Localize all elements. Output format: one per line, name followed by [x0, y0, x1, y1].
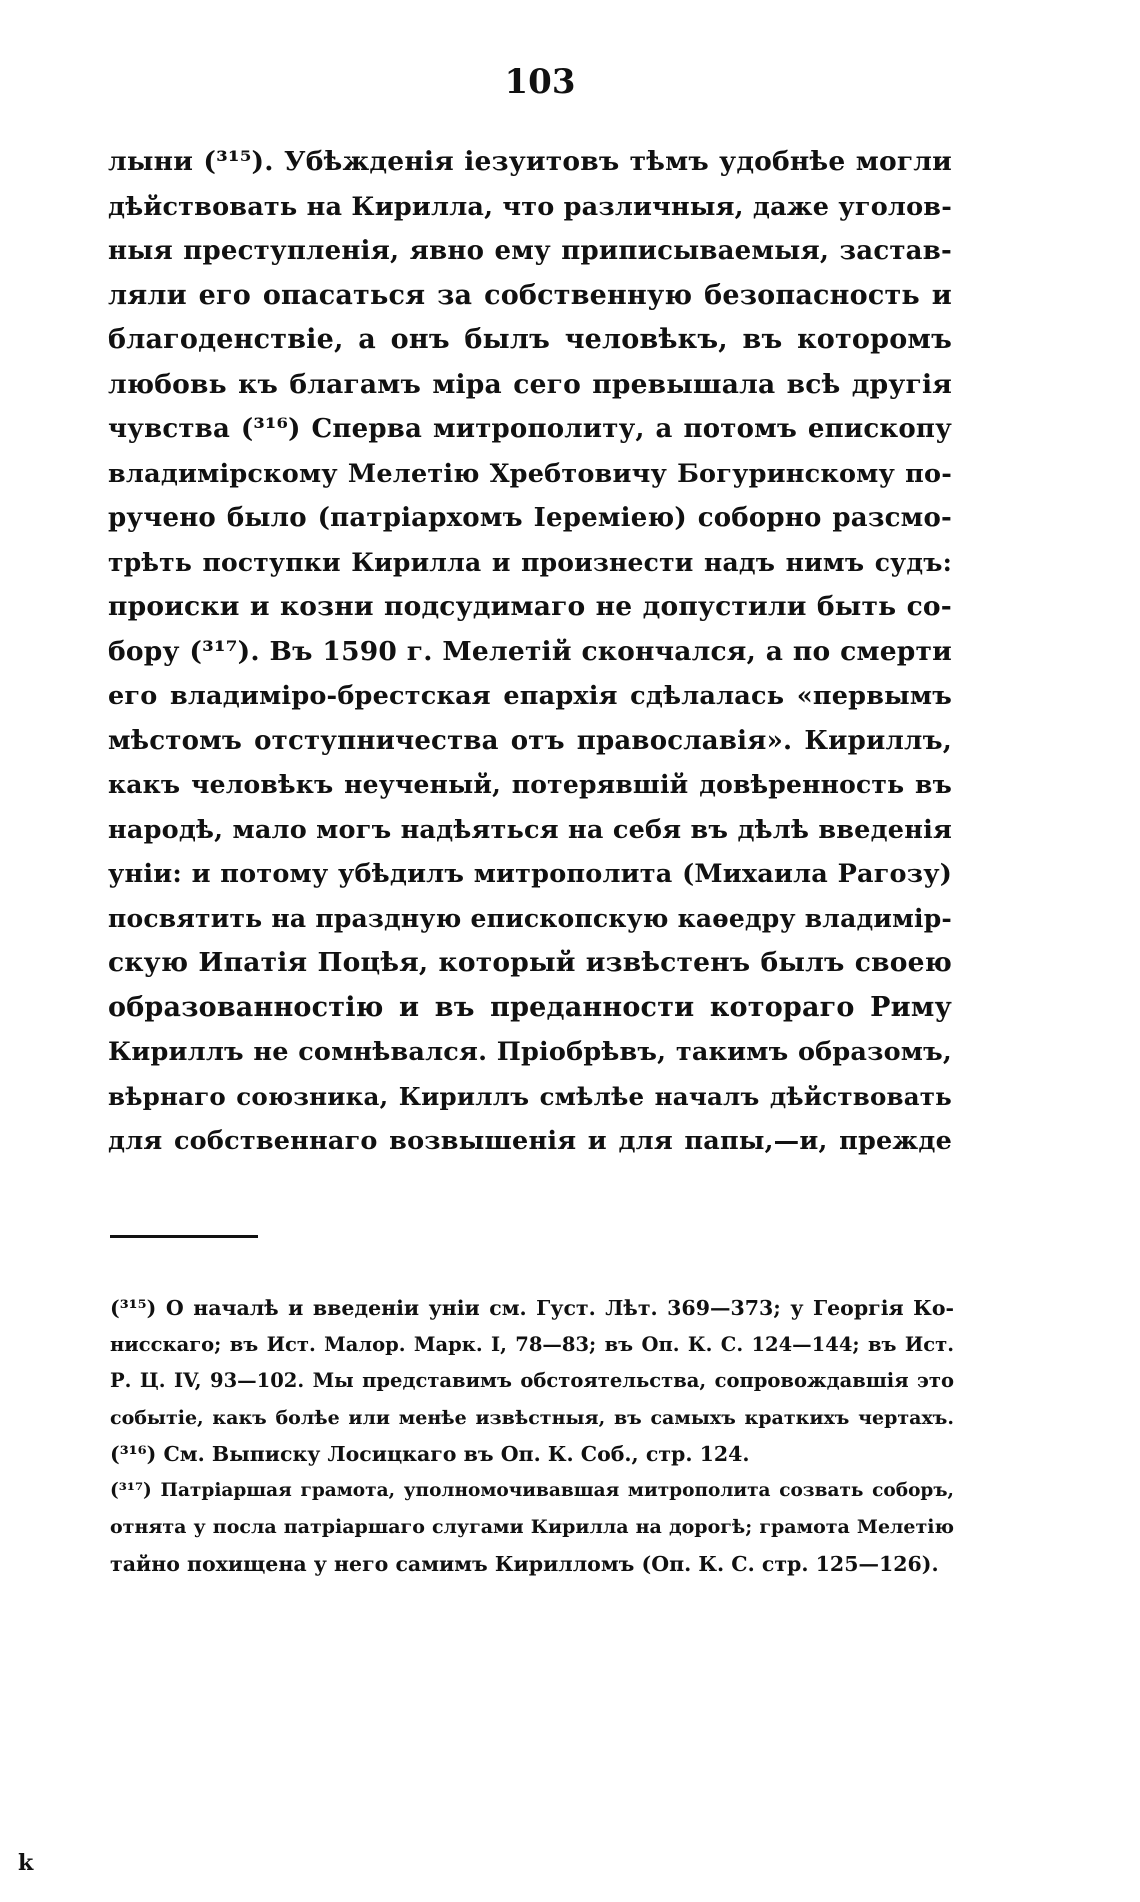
footnote-line: (³¹⁶) См. Выписку Лосицкаго въ Оп. К. Соб., стр. 124. — [110, 1442, 750, 1466]
body-line: бору (³¹⁷). Въ 1590 г. Мелетій скончался, а по смерти — [108, 635, 952, 667]
footnotes — [110, 1290, 954, 1582]
body-line: какъ человѣкъ неученый, потерявшій довѣренность въ — [108, 770, 952, 799]
body-line: ручено было (патріархомъ Іереміею) соборно разсмо- — [108, 503, 952, 533]
body-line: для собственнаго возвышенія и для папы,—и, прежде — [108, 1126, 952, 1156]
body-line: народѣ, мало могъ надѣяться на себя въ дѣлѣ введенія — [108, 814, 952, 845]
body-line: уніи: и потому убѣдилъ митрополита (Михаила Рагозу) — [108, 859, 952, 889]
body-line: лыни (³¹⁵). Убѣжденія іезуитовъ тѣмъ удобнѣе могли — [108, 146, 952, 177]
footnote-line: (³¹⁵) О началѣ и введеніи уніи см. Густ. Лѣт. 369—373; у Георгія Ко- — [110, 1296, 954, 1320]
footnote-line: (³¹⁷) Патріаршая грамота, уполномочивавшая митрополита созвать соборъ, — [110, 1479, 954, 1501]
footnote-line: Р. Ц. IV, 93—102. Мы представимъ обстоятельства, сопровождавшія это — [110, 1369, 954, 1392]
corner-mark: k — [18, 1850, 34, 1876]
body-line: вѣрнаго союзника, Кириллъ смѣлѣе началъ дѣйствовать — [108, 1081, 952, 1111]
body-line: трѣть поступки Кирилла и произнести надъ нимъ судъ: — [108, 547, 952, 577]
body-line: владимірскому Мелетію Хребтовичу Богуринскому по- — [108, 458, 952, 489]
footnote-separator — [110, 1235, 258, 1238]
body-line: благоденствіе, а онъ былъ человѣкъ, въ которомъ — [108, 324, 952, 355]
body-line: его владиміро-брестская епархія сдѣлалась «первымъ — [108, 681, 952, 711]
body-line: чувства (³¹⁶) Сперва митрополиту, а потомъ епископу — [108, 414, 952, 444]
footnote-line: тайно похищена у него самимъ Кирилломъ (Оп. К. С. стр. 125—126). — [110, 1551, 939, 1576]
footnote-line: нисскаго; въ Ист. Малор. Марк. I, 78—83; въ Оп. К. С. 124—144; въ Ист. — [110, 1332, 954, 1356]
body-line: образованностію и въ преданности котораго Риму — [108, 991, 952, 1023]
body-line: скую Ипатія Поцѣя, который извѣстенъ былъ своею — [108, 947, 952, 978]
body-text — [108, 140, 952, 1164]
footnote-line: событіе, какъ болѣе или менѣе извѣстныя, въ самыхъ краткихъ чертахъ. — [110, 1406, 954, 1429]
body-line: Кириллъ не сомнѣвался. Пріобрѣвъ, такимъ образомъ, — [108, 1037, 952, 1067]
body-line: ляли его опасаться за собственную безопасность и — [108, 279, 952, 311]
page-number: 103 — [504, 62, 576, 102]
body-line: происки и козни подсудимаго не допустили быть со- — [108, 591, 952, 622]
body-line: ныя преступленія, явно ему приписываемыя, застав- — [108, 236, 952, 266]
footnote-line: отнята у посла патріаршаго слугами Кирилла на дорогѣ; грамота Мелетію — [110, 1516, 954, 1538]
body-line: любовь къ благамъ міра сего превышала всѣ другія — [108, 368, 952, 400]
body-line: дѣйствовать на Кирилла, что различныя, даже уголов- — [108, 191, 952, 222]
body-line: мѣстомъ отступничества отъ православія». Кириллъ, — [108, 725, 952, 756]
body-line: посвятить на праздную епископскую каѳедру владимір- — [108, 903, 952, 933]
